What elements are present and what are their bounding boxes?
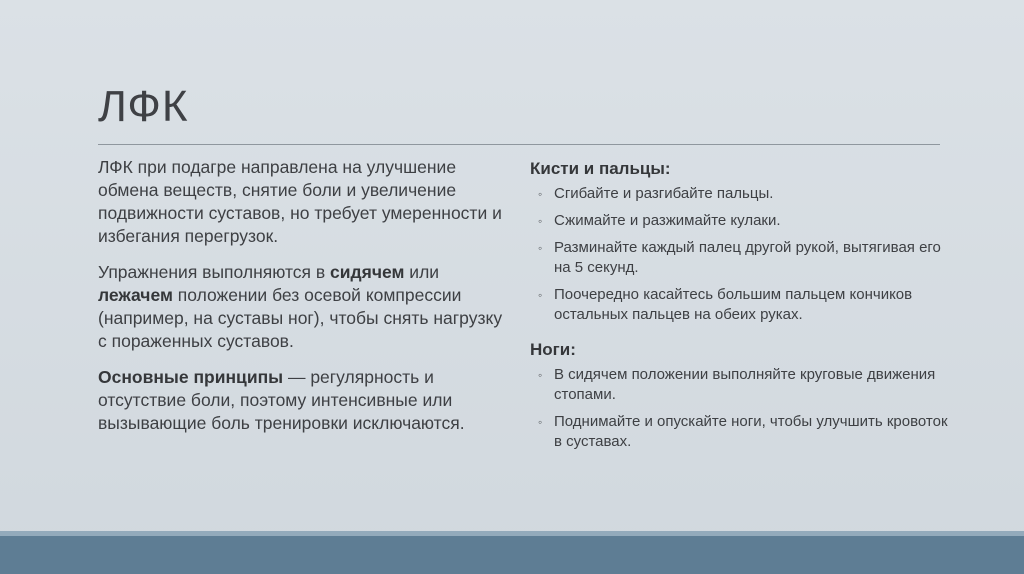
bullet-icon: ◦	[538, 288, 543, 302]
section-hands	[530, 158, 950, 325]
section-heading: Кисти и пальцы:	[530, 159, 671, 178]
section-legs	[530, 339, 950, 452]
list-item	[530, 285, 950, 325]
paragraph-text: — регулярность и отсутствие боли, поэтому интенсивные или вызывающие боль тренировки исключаются.	[98, 367, 465, 433]
bullet-icon: ◦	[538, 415, 543, 429]
paragraph-text: ЛФК при подагре направлена на улучшение обмена веществ, снятие боли и увеличение подвижности суставов, но требует умеренности и избегания перегрузок.	[98, 157, 502, 246]
list-item-text: Сгибайте и разгибайте пальцы.	[554, 185, 774, 202]
paragraph-text: положении без осевой компрессии (например, на суставы ног), чтобы снять нагрузку с пораженных суставов.	[98, 285, 503, 351]
list-item-text: Разминайте каждый палец другой рукой, вытягивая его на 5 секунд.	[554, 239, 941, 276]
list-item	[530, 211, 950, 231]
list-item-text: Поочередно касайтесь большим пальцем кончиков остальных пальцев на обеих руках.	[554, 286, 913, 323]
slide-title: ЛФК	[98, 82, 189, 131]
bullet-icon: ◦	[538, 214, 543, 228]
section-heading: Ноги:	[530, 340, 576, 359]
list-item	[530, 238, 950, 278]
footer-band	[0, 536, 1024, 574]
emphasis-text: лежачем	[98, 285, 173, 305]
paragraph-text: Упражнения выполняются в	[98, 262, 331, 282]
list-item-text: В сидячем положении выполняйте круговые движения стопами.	[554, 366, 936, 403]
list-item-text: Сжимайте и разжимайте кулаки.	[554, 212, 781, 229]
right-column	[530, 158, 950, 459]
paragraph	[98, 366, 508, 435]
list-item	[530, 412, 950, 452]
paragraph-text: или	[404, 262, 440, 282]
bullet-list	[530, 365, 950, 452]
bullet-icon: ◦	[538, 368, 543, 382]
bullet-icon: ◦	[538, 187, 543, 201]
emphasis-text: Основные принципы	[98, 367, 284, 387]
paragraph	[98, 261, 508, 353]
list-item	[530, 365, 950, 405]
list-item	[530, 184, 950, 204]
title-divider	[98, 144, 940, 145]
paragraph	[98, 156, 508, 248]
bullet-icon: ◦	[538, 241, 543, 255]
bullet-list	[530, 184, 950, 325]
list-item-text: Поднимайте и опускайте ноги, чтобы улучшить кровоток в суставах.	[554, 413, 948, 450]
emphasis-text: сидячем	[330, 262, 405, 282]
left-column	[98, 156, 508, 448]
